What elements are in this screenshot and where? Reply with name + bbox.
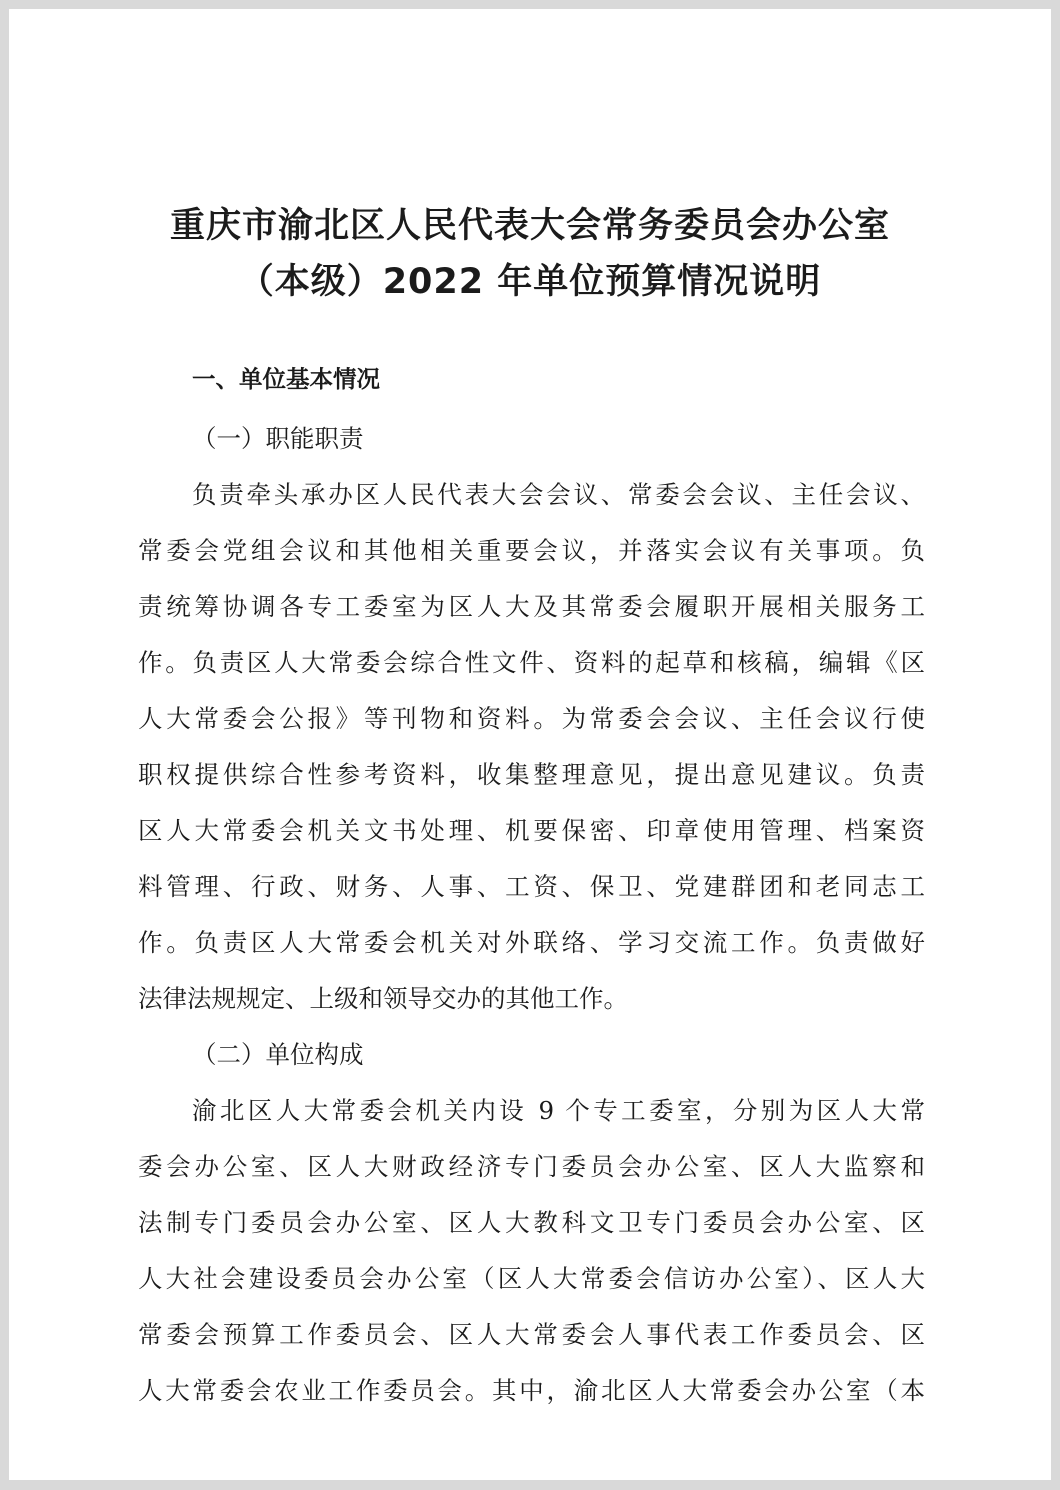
paragraph-line: 渝北区人大常委会机关内设 9 个专工委室，分别为区人大常 [192, 1096, 925, 1125]
document-page [9, 9, 1051, 1480]
subsection-heading-duties: （一）职能职责 [192, 424, 364, 453]
paragraph-line: 料管理、行政、财务、人事、工资、保卫、党建群团和老同志工 [138, 872, 925, 901]
paragraph-line: 责统筹协调各专工委室为区人大及其常委会履职开展相关服务工 [138, 592, 925, 621]
section-heading-basic-info: 一、单位基本情况 [192, 365, 380, 393]
document-title-line-2: （本级）2022 年单位预算情况说明 [238, 262, 822, 302]
paragraph-line: 人大社会建设委员会办公室（区人大常委会信访办公室）、区人大 [138, 1264, 925, 1293]
paragraph-line: 委会办公室、区人大财政经济专门委员会办公室、区人大监察和 [138, 1152, 925, 1181]
subsection-heading-composition: （二）单位构成 [192, 1040, 364, 1069]
paragraph-line: 法律法规规定、上级和领导交办的其他工作。 [138, 984, 628, 1013]
paragraph-line: 常委会预算工作委员会、区人大常委会人事代表工作委员会、区 [138, 1320, 925, 1349]
paragraph-line: 人大常委会公报》等刊物和资料。为常委会会议、主任会议行使 [138, 704, 925, 733]
paragraph-line: 负责牵头承办区人民代表大会会议、常委会会议、主任会议、 [192, 480, 925, 509]
paragraph-line: 作。负责区人大常委会综合性文件、资料的起草和核稿，编辑《区 [138, 648, 925, 677]
paragraph-line: 人大常委会农业工作委员会。其中，渝北区人大常委会办公室（本 [138, 1376, 925, 1405]
paragraph-line: 常委会党组会议和其他相关重要会议，并落实会议有关事项。负 [138, 536, 925, 565]
paragraph-line: 法制专门委员会办公室、区人大教科文卫专门委员会办公室、区 [138, 1208, 925, 1237]
paragraph-line: 职权提供综合性参考资料，收集整理意见，提出意见建议。负责 [138, 760, 925, 789]
document-title-line-1: 重庆市渝北区人民代表大会常务委员会办公室 [169, 206, 890, 246]
paragraph-line: 作。负责区人大常委会机关对外联络、学习交流工作。负责做好 [138, 928, 925, 957]
paragraph-line: 区人大常委会机关文书处理、机要保密、印章使用管理、档案资 [138, 816, 925, 845]
